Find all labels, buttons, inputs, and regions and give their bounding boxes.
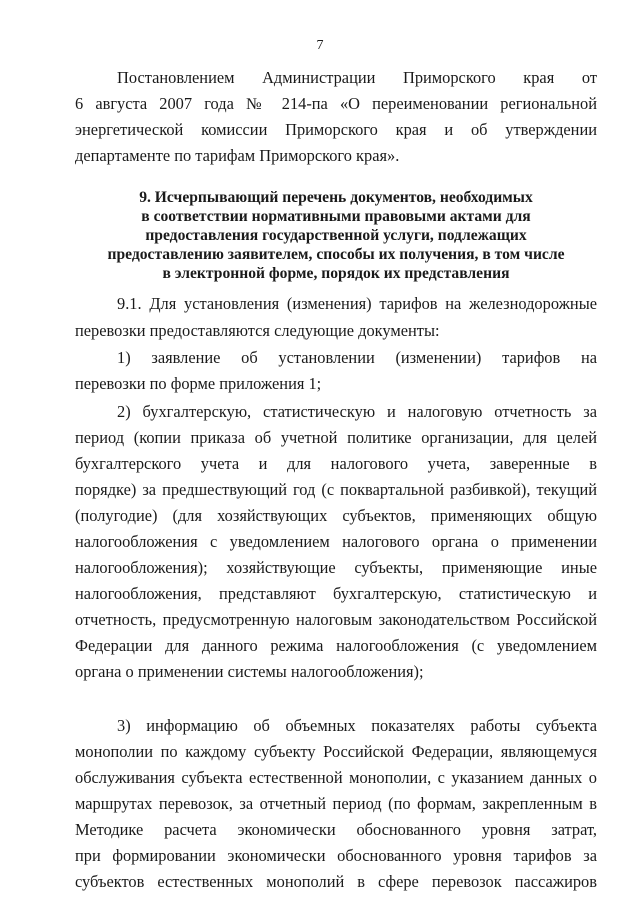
- body-line: бухгалтерского учета и для налогового учета, заверенные в: [75, 454, 597, 473]
- text-line: Постановлением Администрации Приморского края от: [117, 68, 597, 87]
- body-line: налогообложения с уведомлением налогового органа о применении: [75, 532, 597, 551]
- section-heading-line: 9. Исчерпывающий перечень документов, необходимых: [139, 189, 533, 206]
- page-number: 7: [316, 38, 324, 53]
- body-line: (полугодие) (для хозяйствующих субъектов, применяющих общую: [75, 506, 597, 525]
- body-line: отчетность, предусмотренную налоговым законодательством Российской: [75, 610, 597, 629]
- text-line: департаменте по тарифам Приморского края».: [75, 146, 400, 165]
- body-line: маршрутах перевозок, за отчетный период (по формам, закрепленным в: [75, 794, 597, 813]
- body-line: обслуживания субъекта естественной монополии, с указанием данных о: [75, 768, 597, 787]
- body-line: субъектов естественных монополий в сфере перевозок пассажиров: [75, 872, 597, 891]
- text-line: энергетической комиссии Приморского края и об утверждении: [75, 120, 597, 139]
- body-line: перевозки предоставляются следующие документы:: [75, 321, 440, 340]
- body-line: 3) информацию об объемных показателях работы субъекта: [117, 716, 597, 735]
- body-line: Федерации для данного режима налогообложения (с уведомлением: [75, 636, 597, 655]
- body-line: налогообложения); хозяйствующие субъекты, применяющие иные: [75, 558, 597, 577]
- body-line: при формировании экономически обоснованного уровня тарифов за: [75, 846, 597, 865]
- body-line: 1) заявление об установлении (изменении) тарифов на: [117, 348, 597, 367]
- body-line: 9.1. Для установления (изменения) тарифов на железнодорожные: [117, 294, 597, 313]
- body-line: монополии по каждому субъекту Российской Федерации, являющемуся: [75, 742, 597, 761]
- body-line: налогообложения, представляют бухгалтерскую, статистическую и: [75, 584, 597, 603]
- body-line: порядке) за предшествующий год (с поквартальной разбивкой), текущий: [75, 480, 597, 499]
- body-line: Методике расчета экономически обоснованного уровня затрат,: [75, 820, 597, 839]
- text-line: 6 августа 2007 года № 214-па «О переименовании региональной: [75, 94, 597, 113]
- section-heading-line: в соответствии нормативными правовыми актами для: [141, 208, 531, 225]
- body-line: период (копии приказа об учетной политике организации, для целей: [75, 428, 597, 447]
- body-line: 2) бухгалтерскую, статистическую и налоговую отчетность за: [117, 402, 597, 421]
- body-line: перевозки по форме приложения 1;: [75, 374, 322, 393]
- body-line: органа о применении системы налогообложения);: [75, 662, 424, 681]
- section-heading-line: предоставлению заявителем, способы их получения, в том числе: [107, 246, 565, 263]
- section-heading-line: в электронной форме, порядок их представления: [162, 265, 510, 282]
- section-heading-line: предоставления государственной услуги, подлежащих: [145, 227, 527, 244]
